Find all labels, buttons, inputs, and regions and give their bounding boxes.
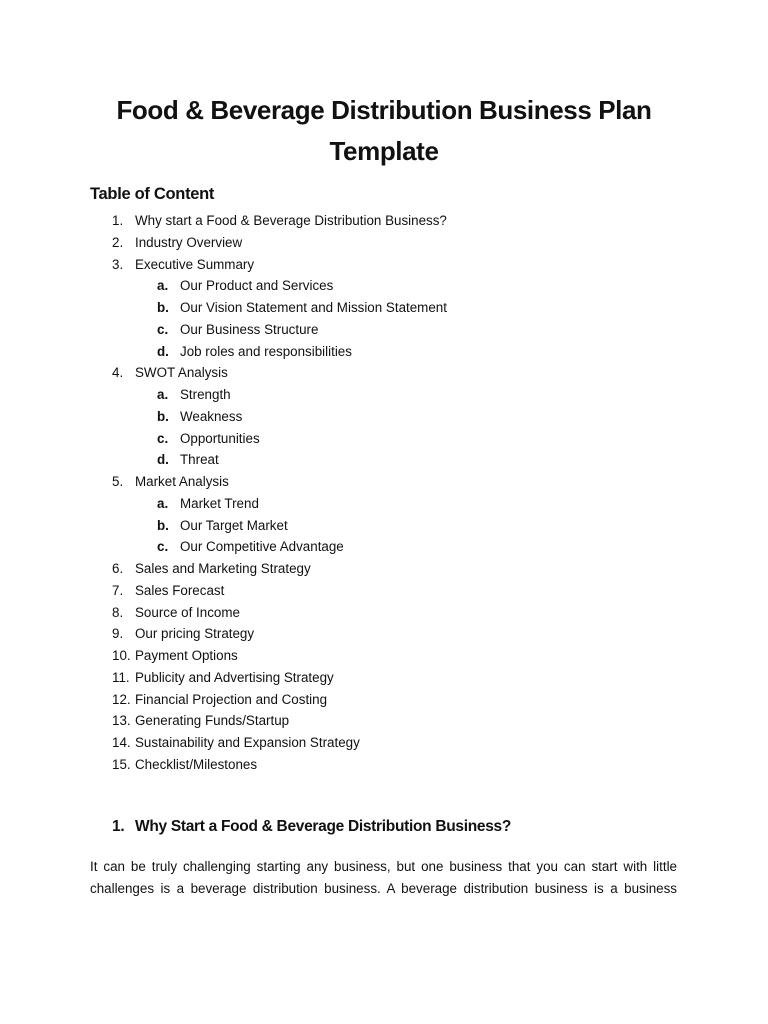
toc-item <box>0 667 768 689</box>
toc-item <box>0 645 768 667</box>
toc-item-number: 12. <box>112 691 131 707</box>
document-title <box>90 90 678 172</box>
toc-subitem-text: Market Trend <box>180 495 259 511</box>
toc-item-text: Sales and Marketing Strategy <box>135 561 311 576</box>
toc-subitem-letter: c. <box>157 321 169 337</box>
toc-subitem-letter: c. <box>157 539 169 555</box>
toc-item <box>0 710 768 732</box>
toc-item <box>0 232 768 254</box>
body-line: challenges is a beverage distribution business. A beverage distribution business is a business <box>90 881 677 896</box>
toc-item-text: Sustainability and Expansion Strategy <box>135 735 360 750</box>
toc-subitem <box>0 406 768 428</box>
section-body-paragraph <box>90 856 677 900</box>
toc-subitem <box>0 341 768 363</box>
toc-subitem <box>0 536 768 558</box>
toc-item-number: 8. <box>112 604 124 620</box>
toc-subitem-text: Weakness <box>180 408 243 424</box>
toc-subitem-letter: a. <box>157 387 169 402</box>
toc-subitem-text: Our Business Structure <box>180 321 319 337</box>
toc-item-number: 13. <box>112 713 131 729</box>
toc-item-text: Executive Summary <box>135 256 255 272</box>
toc-item-number: 14. <box>112 735 131 750</box>
toc-heading: Table of Content <box>90 185 215 203</box>
toc-subitem-letter: d. <box>157 452 169 468</box>
toc-item <box>0 558 768 580</box>
toc-item-number: 2. <box>112 234 124 250</box>
title-line-2: Template <box>329 136 439 166</box>
toc-item-text: Market Analysis <box>135 474 229 489</box>
toc-item-number: 15. <box>112 756 131 772</box>
toc-item <box>0 362 768 384</box>
body-line: It can be truly challenging starting any business, but one business that you can start with little <box>90 859 677 874</box>
toc-subitem-letter: a. <box>157 278 169 294</box>
toc-subitem-text: Opportunities <box>180 430 260 446</box>
toc-item-number: 4. <box>112 365 124 381</box>
toc-subitem <box>0 384 768 406</box>
section-heading <box>112 818 511 836</box>
toc-subitem <box>0 449 768 471</box>
toc-subitem-letter: b. <box>157 300 169 315</box>
toc-item-number: 6. <box>112 561 124 576</box>
toc-subitem <box>0 275 768 297</box>
toc-item <box>0 623 768 645</box>
toc-item <box>0 471 768 493</box>
section-title: Why Start a Food & Beverage Distribution Business? <box>135 818 512 835</box>
toc-item-number: 10. <box>112 648 131 663</box>
toc-item-text: Payment Options <box>135 648 238 663</box>
toc-item-text: Publicity and Advertising Strategy <box>135 669 334 685</box>
toc-subitem-text: Our Vision Statement and Mission Statement <box>180 300 447 315</box>
toc-item-text: Financial Projection and Costing <box>135 691 328 707</box>
toc-subitem <box>0 297 768 319</box>
toc-subitem-text: Job roles and responsibilities <box>180 343 352 359</box>
toc-subitem-letter: b. <box>157 517 169 533</box>
toc-item-text: Our pricing Strategy <box>135 626 255 642</box>
toc-item-text: Generating Funds/Startup <box>135 713 290 729</box>
toc-item-text: Why start a Food & Beverage Distribution Business? <box>135 213 447 228</box>
toc-item-text: Sales Forecast <box>135 582 225 598</box>
toc-subitem-text: Our Product and Services <box>180 278 334 294</box>
toc-item-number: 9. <box>112 626 124 642</box>
toc-item <box>0 732 768 754</box>
toc-item-number: 3. <box>112 256 124 272</box>
toc-subitem <box>0 515 768 537</box>
toc-subitem-letter: d. <box>157 343 169 359</box>
toc-item <box>0 210 768 232</box>
toc-item-number: 5. <box>112 474 124 489</box>
toc-subitem-text: Threat <box>180 452 219 468</box>
toc-item <box>0 689 768 711</box>
toc-subitem-text: Strength <box>180 387 231 402</box>
toc-item <box>0 602 768 624</box>
toc-item <box>0 254 768 276</box>
toc-subitem <box>0 428 768 450</box>
title-line-1: Food & Beverage Distribution Business Plan <box>116 95 652 125</box>
toc-subitem <box>0 319 768 341</box>
toc-item-text: Checklist/Milestones <box>135 756 258 772</box>
toc-subitem-text: Our Target Market <box>180 517 288 533</box>
toc-item-text: SWOT Analysis <box>135 365 228 381</box>
toc-item-text: Source of Income <box>135 604 240 620</box>
toc-item-number: 7. <box>112 582 124 598</box>
toc-subitem-letter: b. <box>157 408 169 424</box>
toc-item <box>0 754 768 776</box>
toc-subitem-text: Our Competitive Advantage <box>180 539 344 555</box>
toc-item <box>0 580 768 602</box>
toc-item-number: 1. <box>112 213 124 228</box>
toc-subitem-letter: a. <box>157 495 169 511</box>
toc-item-text: Industry Overview <box>135 234 243 250</box>
toc-subitem-letter: c. <box>157 430 169 446</box>
table-of-contents <box>0 210 768 776</box>
toc-subitem <box>0 493 768 515</box>
section-number: 1. <box>112 818 125 835</box>
toc-item-number: 11. <box>112 669 130 685</box>
